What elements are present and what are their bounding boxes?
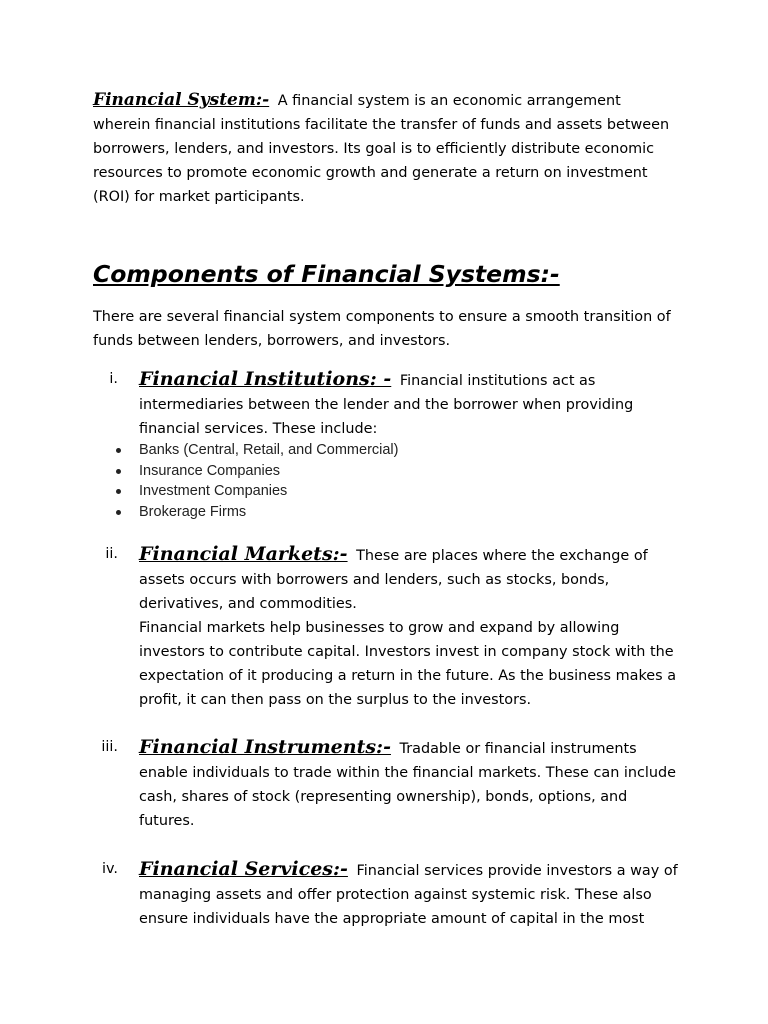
- item-heading: Financial Markets:-: [139, 543, 348, 565]
- components-intro: There are several financial system components to ensure a smooth transition of funds between lenders, borrowers, and investors.: [93, 309, 671, 349]
- item-text: Tradable or financial instruments enable individuals to trade within the financial markets. These can include cash, shares of stock (representing ownership), bonds, options, and futures.: [139, 741, 677, 829]
- item-text-continued: Financial markets help businesses to grow and expand by allowing investors to contribute capital. Investors invest in company stock with the expectation of it producing a return in the future. As the business makes a profit, it can then pass on the surplus to the investors.: [139, 620, 677, 708]
- item-heading: Financial Institutions: -: [139, 368, 392, 390]
- item-numeral: iv.: [102, 861, 118, 877]
- institutions-bullet-list: [114, 440, 398, 522]
- intro-paragraph: [93, 88, 673, 209]
- components-title: Components of Financial Systems:-: [93, 260, 560, 288]
- list-item-financial-markets: [139, 542, 684, 712]
- bullet-dot-icon: [116, 510, 121, 515]
- list-item-financial-instruments: [139, 735, 684, 833]
- item-numeral: ii.: [105, 546, 118, 562]
- bullet-dot-icon: [116, 469, 121, 474]
- intro-heading: Financial System:-: [93, 90, 270, 110]
- list-item-financial-services: [139, 857, 684, 931]
- item-heading: Financial Services:-: [139, 858, 348, 880]
- item-text: These are places where the exchange of assets occurs with borrowers and lenders, such as stocks, bonds, derivatives, and commodities.: [139, 548, 648, 612]
- item-numeral: i.: [109, 371, 118, 387]
- bullet-dot-icon: [116, 489, 121, 494]
- bullet-item: Insurance Companies: [114, 461, 398, 482]
- bullet-dot-icon: [116, 448, 121, 453]
- item-numeral: iii.: [101, 739, 118, 755]
- item-heading: Financial Instruments:-: [139, 736, 391, 758]
- intro-text: A financial system is an economic arrangement wherein financial institutions facilitate the transfer of funds and assets between borrowers, lenders, and investors. Its goal is to efficiently distribute economic resources to promote economic growth and generate a return on investment (ROI) for market participants.: [93, 93, 670, 205]
- list-item-financial-institutions: [139, 367, 684, 441]
- item-text: Financial services provide investors a way of managing assets and offer protection against systemic risk. These also ensure individuals have the appropriate amount of capital in the most: [139, 863, 678, 927]
- bullet-item: Brokerage Firms: [114, 502, 398, 523]
- bullet-item: Investment Companies: [114, 481, 398, 502]
- item-text: Financial institutions act as intermediaries between the lender and the borrower when providing financial services. These include:: [139, 373, 634, 437]
- bullet-item: Banks (Central, Retail, and Commercial): [114, 440, 398, 461]
